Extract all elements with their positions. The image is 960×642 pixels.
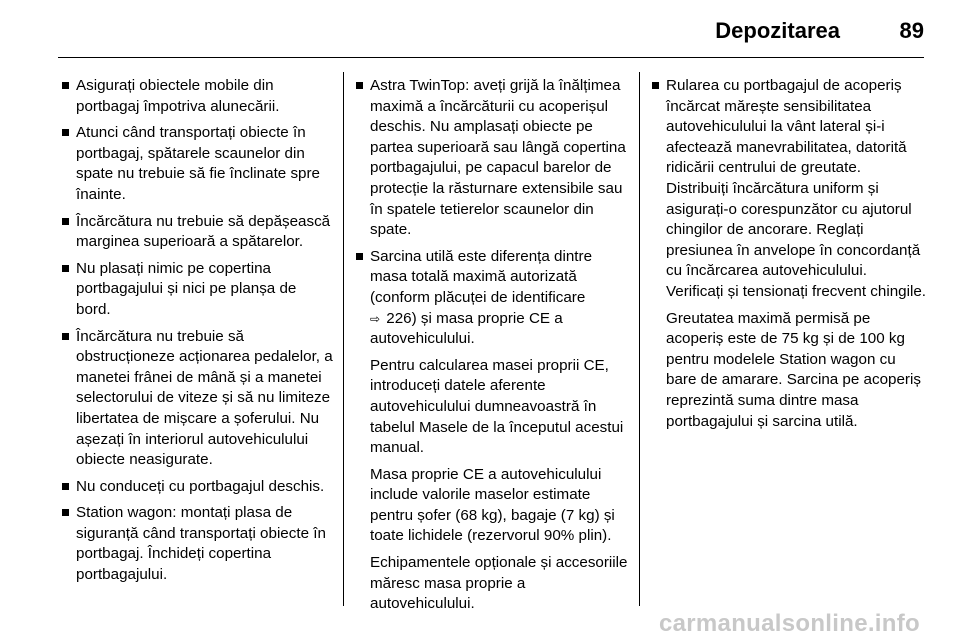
list-item: Sarcina utilă este diferența dintre masa totală maximă autorizată (conform plăcuței de identificare ⇨ 226) și masa proprie CE a autovehiculului.: [356, 247, 628, 350]
bullet-icon: [62, 218, 69, 225]
list-item: Nu plasați nimic pe copertina portbagajului și nici pe planșa de bord.: [62, 259, 334, 321]
list-item: Încărcătura nu trebuie să depășească marginea superioară a spătarelor.: [62, 212, 334, 253]
bullet-icon: [356, 82, 363, 89]
list-item: Încărcătura nu trebuie să obstrucționeze acționarea pedalelor, a manetei frânei de mână și a manetei selectorului de viteze și să nu limiteze libertatea de mișcare a șoferului. Nu așezați în interiorul autovehiculului obiecte neasigurate.: [62, 327, 334, 471]
paragraph: Greutatea maximă permisă pe acoperiș este de 75 kg și de 100 kg pentru modelele Station wagon cu bare de amarare. Sarcina pe acoperiș reprezintă suma dintre masa portbagajului și sarcina utilă.: [666, 309, 921, 430]
bullet-icon: [62, 483, 69, 490]
bullet-icon: [62, 129, 69, 136]
page-reference-arrow-icon: ⇨: [370, 311, 381, 326]
list-item: Rularea cu portbagajul de acoperiș încărcat mărește sensibilitatea autovehiculului la vânt lateral și-i afectează manevrabilitatea, datorită ridicării centrului de greutate. Distribuiți încărcătura uniform și asigurați-o corespunzător cu ajutorul chingilor de ancorare. Reglați presiunea în anvelope în concordanță cu încărcarea autovehiculului. Verificați și tensionați frecvent chingile.: [652, 76, 926, 303]
paragraph: Masa proprie CE a autovehiculului include valorile maselor estimate pentru șofer (68 kg), bagaje (7 kg) și toate lichidele (rezervorul 90% plin).: [370, 465, 615, 545]
list-item: Atunci când transportați obiecte în portbagaj, spătarele scaunelor din spate nu trebuie să fie înclinate spre înainte.: [62, 123, 334, 205]
list-item: Nu conduceți cu portbagajul deschis.: [62, 477, 334, 498]
section-title: Depozitarea: [715, 18, 840, 43]
column-divider-1: [343, 72, 344, 606]
page-header: [0, 0, 960, 62]
header-divider: [58, 57, 924, 58]
list-item: Station wagon: montați plasa de siguranță când transportați obiecte în portbagaj. Închideți copertina portbagajului.: [62, 503, 334, 585]
paragraph: Echipamentele opționale și accesoriile măresc masa proprie a autovehiculului.: [370, 554, 628, 613]
bullet-icon: [62, 333, 69, 340]
bullet-icon: [62, 265, 69, 272]
column-1: [62, 76, 334, 592]
bullet-icon: [652, 82, 659, 89]
page-number: 89: [899, 18, 924, 43]
column-divider-2: [639, 72, 640, 606]
bullet-icon: [356, 253, 363, 260]
column-3: [652, 76, 926, 432]
column-2: [356, 76, 628, 615]
list-item: Astra TwinTop: aveți grijă la înălțimea maximă a încărcăturii cu acoperișul deschis. Nu amplasați obiecte pe partea superioară sau lângă copertina portbagajului, pe capacul barelor de protecție la răsturnare extensibile sau în spatele tetierelor scaunelor din spate.: [356, 76, 628, 241]
bullet-icon: [62, 82, 69, 89]
list-item: Asigurați obiectele mobile din portbagaj împotriva alunecării.: [62, 76, 334, 117]
watermark: carmanualsonline.info: [658, 610, 920, 637]
paragraph: Pentru calcularea masei proprii CE, introduceți datele aferente autovehiculului dumneavoastră în tabelul Masele de la începutul acestui manual.: [370, 356, 624, 457]
bullet-icon: [62, 509, 69, 516]
